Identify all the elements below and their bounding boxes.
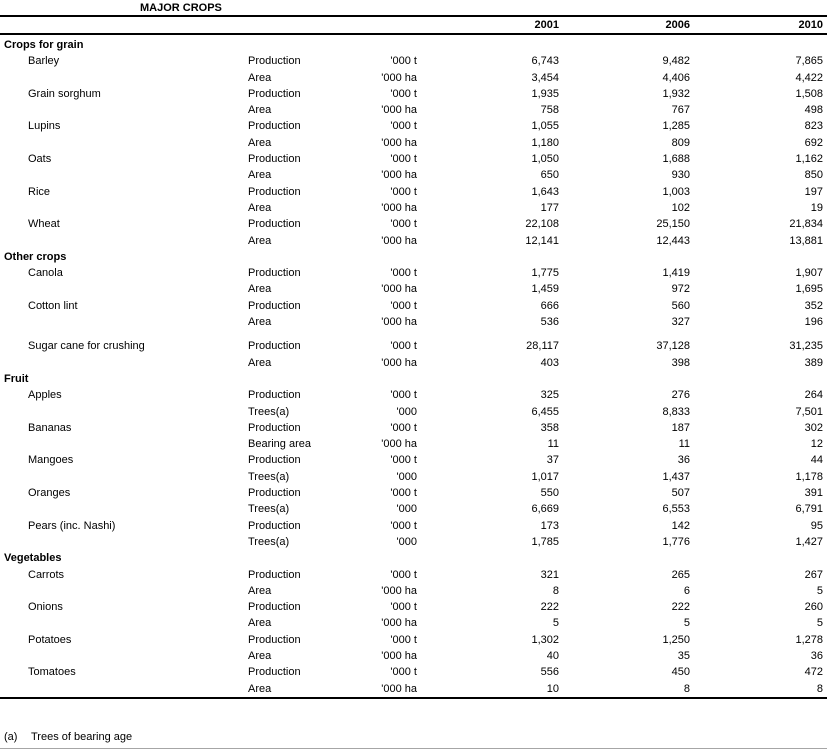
measure-label: Production [248, 87, 301, 100]
crop-name: Wheat [28, 218, 60, 231]
unit-label: '000 [396, 405, 417, 418]
measure-label: Trees(a) [248, 535, 290, 548]
crop-name: Bananas [28, 421, 72, 434]
unit-label: '000 [396, 470, 417, 483]
major-crops-table-page [0, 2, 827, 751]
crop-name: Lupins [28, 120, 61, 133]
value-2010: 7,865 [795, 55, 823, 68]
value-2006: 36 [677, 454, 690, 467]
value-2006: 8 [683, 682, 690, 695]
value-2006: 1,776 [662, 535, 690, 548]
value-2010: 498 [804, 104, 823, 117]
table-row [0, 518, 827, 534]
value-2001: 358 [540, 421, 559, 434]
value-2001: 1,935 [531, 87, 559, 100]
table-row [0, 485, 827, 501]
value-2010: 5 [816, 617, 823, 630]
crop-name: Barley [28, 55, 60, 68]
page-title: MAJOR CROPS [140, 2, 222, 14]
value-2010: 31,235 [789, 340, 823, 353]
section-header-row [0, 249, 827, 265]
value-2010: 823 [804, 120, 823, 133]
table-row [0, 216, 827, 232]
value-2001: 6,455 [531, 405, 559, 418]
crop-name: Mangoes [28, 454, 74, 467]
value-2001: 6,669 [531, 503, 559, 516]
value-2006: 265 [671, 568, 690, 581]
value-2001: 321 [540, 568, 559, 581]
value-2001: 1,050 [531, 153, 559, 166]
value-2001: 12,141 [525, 234, 559, 247]
value-2006: 12,443 [656, 234, 690, 247]
table-rule-bottom [0, 697, 827, 699]
value-2001: 650 [540, 169, 559, 182]
table-row [0, 102, 827, 118]
table-row [0, 599, 827, 615]
measure-label: Production [248, 568, 301, 581]
value-2006: 37,128 [656, 340, 690, 353]
unit-label: '000 ha [381, 283, 417, 296]
unit-label: '000 t [390, 666, 417, 679]
crop-name: Tomatoes [28, 666, 76, 679]
crop-name: Canola [28, 267, 63, 280]
value-2006: 809 [671, 136, 690, 149]
measure-label: Production [248, 421, 301, 434]
value-2001: 1,017 [531, 470, 559, 483]
value-2010: 21,834 [789, 218, 823, 231]
value-2001: 11 [547, 438, 559, 451]
value-2001: 1,785 [531, 535, 559, 548]
crop-name: Sugar cane for crushing [28, 340, 145, 353]
table-row [0, 70, 827, 86]
value-2010: 352 [804, 299, 823, 312]
value-2001: 5 [552, 617, 559, 630]
value-2010: 1,907 [795, 267, 823, 280]
value-2001: 28,117 [526, 340, 559, 353]
measure-label: Production [248, 55, 301, 68]
value-2006: 25,150 [656, 218, 690, 231]
value-2001: 1,055 [531, 120, 559, 133]
unit-label: '000 t [390, 568, 417, 581]
value-2001: 8 [552, 584, 559, 597]
unit-label: '000 ha [381, 169, 417, 182]
value-2006: 9,482 [662, 55, 690, 68]
value-2010: 95 [810, 519, 823, 532]
value-2006: 8,833 [662, 405, 690, 418]
value-2001: 6,743 [531, 55, 559, 68]
measure-label: Production [248, 120, 301, 133]
table-row [0, 436, 827, 452]
value-2001: 1,459 [531, 283, 559, 296]
unit-label: '000 t [390, 120, 417, 133]
value-2006: 1,285 [662, 120, 690, 133]
measure-label: Production [248, 340, 301, 353]
measure-label: Area [248, 283, 272, 296]
table-row [0, 648, 827, 664]
unit-label: '000 ha [381, 136, 417, 149]
unit-label: '000 ha [381, 71, 417, 84]
value-2006: 187 [671, 421, 690, 434]
value-2010: 13,881 [789, 234, 823, 247]
value-2010: 389 [804, 356, 823, 369]
crop-name: Cotton lint [28, 299, 78, 312]
measure-label: Production [248, 633, 301, 646]
unit-label: '000 ha [381, 234, 417, 247]
unit-label: '000 ha [381, 682, 417, 695]
value-2010: 197 [804, 185, 823, 198]
value-2010: 8 [816, 682, 823, 695]
unit-label: '000 t [390, 55, 417, 68]
table-row [0, 53, 827, 69]
table-row [0, 167, 827, 183]
table-row [0, 534, 827, 550]
unit-label: '000 t [390, 87, 417, 100]
measure-label: Area [248, 649, 272, 662]
value-2010: 19 [810, 201, 823, 214]
table-row [0, 452, 827, 468]
unit-label: '000 [396, 503, 417, 516]
table-row [0, 404, 827, 420]
measure-label: Production [248, 666, 301, 679]
value-2001: 550 [540, 487, 559, 500]
unit-label: '000 ha [381, 104, 417, 117]
value-2006: 1,250 [662, 633, 690, 646]
value-2001: 1,180 [531, 136, 559, 149]
year-header-row [0, 17, 827, 33]
value-2006: 102 [671, 201, 690, 214]
measure-label: Area [248, 136, 272, 149]
value-2006: 560 [671, 299, 690, 312]
value-2001: 666 [540, 299, 559, 312]
measure-label: Area [248, 617, 272, 630]
measure-label: Trees(a) [248, 405, 290, 418]
measure-label: Bearing area [248, 438, 311, 451]
unit-label: '000 t [390, 218, 417, 231]
measure-label: Production [248, 454, 301, 467]
value-2001: 536 [540, 316, 559, 329]
footnote-text: Trees of bearing age [31, 730, 133, 743]
unit-label: '000 ha [381, 649, 417, 662]
section-header-label: Crops for grain [4, 39, 84, 51]
value-2006: 1,932 [662, 87, 690, 100]
unit-label: '000 ha [381, 584, 417, 597]
unit-label: '000 t [390, 153, 417, 166]
unit-label: '000 t [390, 487, 417, 500]
unit-label: '000 t [390, 267, 417, 280]
table-row [0, 420, 827, 436]
crop-name: Oats [28, 153, 52, 166]
crop-name: Apples [28, 389, 62, 402]
value-2006: 327 [671, 316, 690, 329]
value-2006: 972 [671, 283, 690, 296]
table-row [0, 118, 827, 134]
value-2001: 1,775 [531, 267, 559, 280]
value-2006: 35 [677, 649, 690, 662]
table-row [0, 86, 827, 102]
crop-name: Rice [28, 185, 51, 198]
section-header-label: Vegetables [4, 552, 62, 565]
value-2010: 4,422 [795, 71, 823, 84]
value-2010: 267 [804, 568, 823, 581]
footnote-marker: (a) [4, 730, 18, 743]
measure-label: Trees(a) [248, 470, 290, 483]
measure-label: Production [248, 267, 301, 280]
table-row [0, 265, 827, 281]
table-row [0, 387, 827, 403]
value-2010: 196 [804, 316, 823, 329]
value-2010: 260 [804, 601, 823, 614]
crop-name: Potatoes [28, 633, 72, 646]
value-2006: 222 [671, 601, 690, 614]
crop-name: Oranges [28, 487, 71, 500]
unit-label: '000 t [390, 340, 417, 353]
table-row [0, 314, 827, 330]
measure-label: Area [248, 71, 272, 84]
value-2010: 6,791 [795, 503, 823, 516]
value-2010: 5 [816, 584, 823, 597]
table-row [0, 615, 827, 631]
value-2010: 391 [804, 487, 823, 500]
table-row [0, 355, 827, 371]
section-header-label: Fruit [4, 372, 29, 385]
value-2006: 4,406 [662, 71, 690, 84]
measure-label: Production [248, 153, 301, 166]
table-row [0, 281, 827, 297]
value-2010: 264 [804, 389, 823, 402]
measure-label: Production [248, 185, 301, 198]
table-row [0, 151, 827, 167]
unit-label: '000 ha [381, 438, 417, 451]
table-row [0, 632, 827, 648]
value-2006: 450 [671, 666, 690, 679]
measure-label: Production [248, 519, 301, 532]
unit-label: '000 ha [381, 617, 417, 630]
footnote [0, 731, 827, 744]
measure-label: Trees(a) [248, 503, 290, 516]
measure-label: Area [248, 201, 272, 214]
measure-label: Area [248, 316, 272, 329]
value-2001: 1,643 [531, 185, 559, 198]
measure-label: Area [248, 169, 272, 182]
unit-label: '000 t [390, 454, 417, 467]
table-body [0, 37, 827, 697]
table-row [0, 469, 827, 485]
value-2006: 1,688 [662, 153, 690, 166]
value-2006: 11 [678, 438, 690, 451]
section-header-row [0, 550, 827, 566]
value-2001: 758 [540, 104, 559, 117]
table-row [0, 567, 827, 583]
table-row [0, 184, 827, 200]
unit-label: '000 t [390, 299, 417, 312]
value-2006: 5 [683, 617, 690, 630]
value-2010: 44 [810, 454, 823, 467]
value-2006: 1,419 [662, 267, 690, 280]
value-2006: 398 [671, 356, 690, 369]
year-column-header-2001: 2001 [534, 19, 559, 31]
crop-name: Onions [28, 601, 63, 614]
value-2001: 3,454 [531, 71, 559, 84]
value-2001: 173 [540, 519, 559, 532]
unit-label: '000 ha [381, 316, 417, 329]
table-row [0, 233, 827, 249]
measure-label: Area [248, 584, 272, 597]
value-2010: 850 [804, 169, 823, 182]
value-2001: 22,108 [525, 218, 559, 231]
value-2006: 1,003 [662, 185, 690, 198]
crop-name: Grain sorghum [28, 87, 101, 100]
value-2006: 930 [671, 169, 690, 182]
measure-label: Area [248, 356, 272, 369]
value-2006: 1,437 [662, 470, 690, 483]
value-2001: 40 [546, 649, 559, 662]
value-2001: 177 [540, 201, 559, 214]
measure-label: Production [248, 218, 301, 231]
section-header-row [0, 371, 827, 387]
measure-label: Area [248, 682, 272, 695]
value-2010: 7,501 [795, 405, 823, 418]
value-2010: 1,162 [795, 153, 823, 166]
value-2010: 1,178 [795, 470, 823, 483]
value-2001: 37 [546, 454, 559, 467]
value-2010: 1,508 [795, 87, 823, 100]
section-header-row [0, 37, 827, 53]
unit-label: '000 t [390, 519, 417, 532]
section-header-label: Other crops [4, 250, 67, 263]
value-2006: 276 [671, 389, 690, 402]
crop-name: Carrots [28, 568, 65, 581]
value-2001: 1,302 [531, 633, 559, 646]
table-row [0, 664, 827, 680]
crop-name: Pears (inc. Nashi) [28, 519, 116, 532]
unit-label: '000 t [390, 601, 417, 614]
value-2010: 692 [804, 136, 823, 149]
table-row [0, 298, 827, 314]
year-column-header-2010: 2010 [798, 19, 823, 31]
unit-label: '000 t [390, 421, 417, 434]
measure-label: Area [248, 104, 272, 117]
table-row [0, 200, 827, 216]
value-2001: 403 [540, 356, 559, 369]
measure-label: Production [248, 601, 301, 614]
measure-label: Production [248, 299, 301, 312]
value-2006: 6 [683, 584, 690, 597]
value-2006: 142 [671, 519, 690, 532]
value-2010: 36 [810, 649, 823, 662]
value-2010: 302 [804, 421, 823, 434]
unit-label: '000 t [390, 389, 417, 402]
value-2001: 222 [540, 601, 559, 614]
table-row [0, 583, 827, 599]
value-2001: 325 [540, 389, 559, 402]
table-rule-header [0, 33, 827, 35]
unit-label: '000 ha [381, 201, 417, 214]
unit-label: '000 t [390, 633, 417, 646]
value-2010: 1,278 [795, 633, 823, 646]
table-row [0, 135, 827, 151]
year-column-header-2006: 2006 [665, 19, 690, 31]
unit-label: '000 [396, 535, 417, 548]
value-2010: 472 [804, 666, 823, 679]
measure-label: Production [248, 487, 301, 500]
table-row [0, 501, 827, 517]
measure-label: Production [248, 389, 301, 402]
value-2006: 507 [671, 487, 690, 500]
value-2006: 6,553 [662, 503, 690, 516]
unit-label: '000 ha [381, 356, 417, 369]
value-2010: 12 [810, 438, 823, 451]
unit-label: '000 t [390, 185, 417, 198]
measure-label: Area [248, 234, 272, 247]
value-2006: 767 [671, 104, 690, 117]
value-2010: 1,695 [795, 283, 823, 296]
value-2001: 10 [546, 682, 559, 695]
value-2010: 1,427 [795, 535, 823, 548]
value-2001: 556 [540, 666, 559, 679]
table-row [0, 338, 827, 354]
table-row [0, 681, 827, 697]
